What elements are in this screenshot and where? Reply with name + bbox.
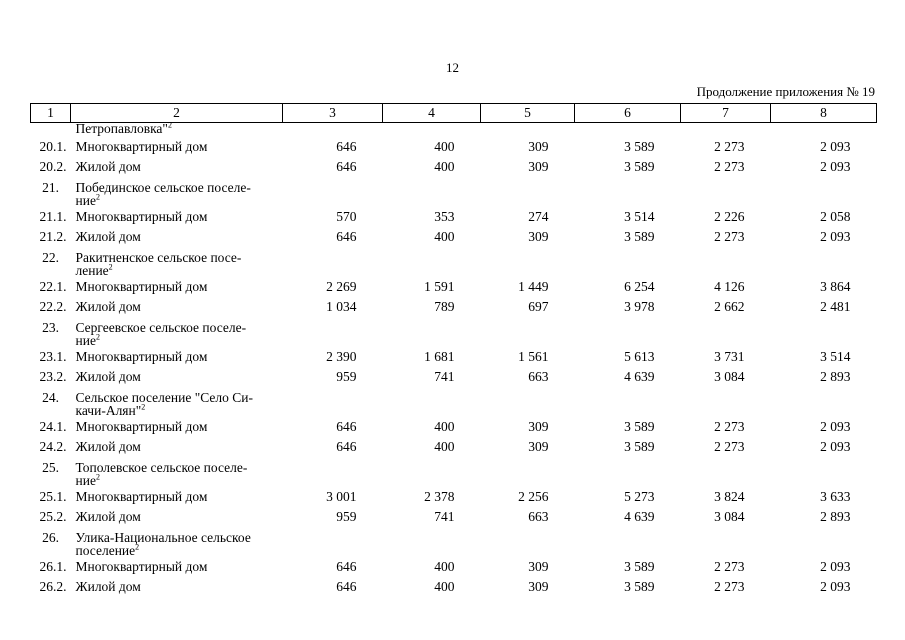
settlement-name: Побединское сельское поселе- ние$^2$ [75,180,251,208]
table-row [31,557,877,577]
value-cell: 4 639 [624,509,655,524]
value-cell: 2 226 [714,209,745,224]
value-cell: 309 [528,579,549,594]
value-cell: 570 [336,209,357,224]
value-cell: 3 589 [624,229,655,244]
tariff-table [30,103,877,597]
value-cell: 2 093 [820,559,851,574]
building-type: Жилой дом [75,299,141,314]
value-cell: 959 [336,369,357,384]
value-cell: 646 [336,139,357,154]
row-index: 24.1. [39,419,67,434]
table-row [31,347,877,367]
table-row [31,227,877,247]
value-cell: 2 390 [326,349,357,364]
value-cell: 2 269 [326,279,357,294]
group-row [31,527,877,557]
value-cell: 2 273 [714,439,745,454]
value-cell: 5 613 [624,349,655,364]
building-type: Жилой дом [75,439,141,454]
value-cell: 400 [434,419,455,434]
group-row [31,457,877,487]
value-cell: 2 273 [714,559,745,574]
value-cell: 353 [434,209,455,224]
building-type: Многоквартирный дом [75,279,208,294]
building-type: Жилой дом [75,579,141,594]
value-cell: 1 561 [518,349,549,364]
row-index: 25.1. [39,489,67,504]
row-index: 21. [42,180,59,195]
value-cell: 2 093 [820,439,851,454]
value-cell: 2 273 [714,229,745,244]
building-type: Многоквартирный дом [75,139,208,154]
value-cell: 400 [434,229,455,244]
value-cell: 2 058 [820,209,851,224]
value-cell: 3 864 [820,279,851,294]
value-cell: 2 273 [714,419,745,434]
table-row [31,577,877,597]
value-cell: 646 [336,159,357,174]
building-type: Многоквартирный дом [75,559,208,574]
table-row [31,157,877,177]
row-index: 23.2. [39,369,67,384]
header-row [31,104,877,123]
group-row [31,387,877,417]
value-cell: 400 [434,439,455,454]
value-cell: 4 639 [624,369,655,384]
value-cell: 2 273 [714,159,745,174]
value-cell: 3 731 [714,349,745,364]
table-row [31,367,877,387]
value-cell: 3 824 [714,489,745,504]
settlement-name: Сельское поселение "Село Си- качи-Алян"$^2$ [75,390,253,418]
value-cell: 3 589 [624,419,655,434]
value-cell: 3 589 [624,439,655,454]
value-cell: 3 978 [624,299,655,314]
value-cell: 400 [434,579,455,594]
row-index: 21.2. [39,229,67,244]
value-cell: 4 126 [714,279,745,294]
building-type: Жилой дом [75,509,141,524]
page-number: 12 [446,60,459,75]
row-index: 23.1. [39,349,67,364]
value-cell: 663 [528,509,549,524]
row-index: 24. [42,390,59,405]
column-header: 7 [681,104,771,123]
building-type: Жилой дом [75,369,141,384]
value-cell: 309 [528,139,549,154]
value-cell: 3 589 [624,579,655,594]
column-header: 3 [283,104,383,123]
value-cell: 959 [336,509,357,524]
table-row [31,507,877,527]
value-cell: 3 001 [326,489,357,504]
settlement-name: Ракитненское сельское посе- ление$^2$ [75,250,242,278]
group-row [31,247,877,277]
value-cell: 3 633 [820,489,851,504]
value-cell: 2 093 [820,419,851,434]
value-cell: 741 [434,509,455,524]
building-type: Многоквартирный дом [75,349,208,364]
row-index: 23. [42,320,59,335]
table-row [31,207,877,227]
row-index: 25. [42,460,59,475]
value-cell: 789 [434,299,455,314]
value-cell: 697 [528,299,549,314]
value-cell: 2 093 [820,229,851,244]
value-cell: 309 [528,159,549,174]
value-cell: 2 256 [518,489,549,504]
building-type: Многоквартирный дом [75,419,208,434]
building-type: Жилой дом [75,229,141,244]
value-cell: 741 [434,369,455,384]
table-row [31,277,877,297]
column-header: 5 [481,104,575,123]
column-header: 8 [771,104,877,123]
value-cell: 2 273 [714,139,745,154]
value-cell: 1 449 [518,279,549,294]
column-header: 4 [383,104,481,123]
value-cell: 2 273 [714,579,745,594]
settlement-name: Сергеевское сельское поселе- ние$^2$ [75,320,247,348]
value-cell: 3 084 [714,369,745,384]
value-cell: 1 034 [326,299,357,314]
table-row [31,297,877,317]
row-index: 26.2. [39,579,67,594]
value-cell: 3 514 [624,209,655,224]
continued-name: Петропавловка"$^2$ [75,120,172,136]
value-cell: 2 893 [820,509,851,524]
settlement-name: Тополевское сельское поселе- ние$^2$ [75,460,248,488]
column-header: 6 [575,104,681,123]
settlement-name: Улика-Национальное сельское поселение$^2$ [75,530,251,558]
row-index: 22. [42,250,59,265]
table-row [31,437,877,457]
value-cell: 663 [528,369,549,384]
table-row [31,137,877,157]
value-cell: 2 893 [820,369,851,384]
value-cell: 2 093 [820,579,851,594]
value-cell: 2 378 [424,489,455,504]
row-index: 26. [42,530,59,545]
continuation-label: Продолжение приложения № 19 [696,84,875,99]
continued-row [31,123,877,138]
row-index: 22.2. [39,299,67,314]
row-index: 20.1. [39,139,67,154]
row-index: 22.1. [39,279,67,294]
value-cell: 274 [528,209,549,224]
value-cell: 3 589 [624,139,655,154]
value-cell: 400 [434,159,455,174]
value-cell: 1 591 [424,279,455,294]
value-cell: 3 084 [714,509,745,524]
row-index: 20.2. [39,159,67,174]
value-cell: 2 481 [820,299,851,314]
value-cell: 2 093 [820,139,851,154]
value-cell: 3 589 [624,159,655,174]
row-index: 25.2. [39,509,67,524]
table-row [31,487,877,507]
value-cell: 5 273 [624,489,655,504]
value-cell: 309 [528,559,549,574]
value-cell: 309 [528,229,549,244]
building-type: Многоквартирный дом [75,489,208,504]
value-cell: 646 [336,559,357,574]
value-cell: 2 093 [820,159,851,174]
value-cell: 400 [434,139,455,154]
row-index: 26.1. [39,559,67,574]
value-cell: 646 [336,419,357,434]
group-row [31,317,877,347]
value-cell: 2 662 [714,299,745,314]
column-header: 2 [71,104,283,123]
table-row [31,417,877,437]
value-cell: 646 [336,439,357,454]
building-type: Многоквартирный дом [75,209,208,224]
value-cell: 646 [336,229,357,244]
value-cell: 309 [528,419,549,434]
value-cell: 400 [434,559,455,574]
value-cell: 646 [336,579,357,594]
row-index: 21.1. [39,209,67,224]
value-cell: 1 681 [424,349,455,364]
building-type: Жилой дом [75,159,141,174]
group-row [31,177,877,207]
value-cell: 3 589 [624,559,655,574]
column-header: 1 [31,104,71,123]
value-cell: 309 [528,439,549,454]
row-index: 24.2. [39,439,67,454]
value-cell: 3 514 [820,349,851,364]
value-cell: 6 254 [624,279,655,294]
